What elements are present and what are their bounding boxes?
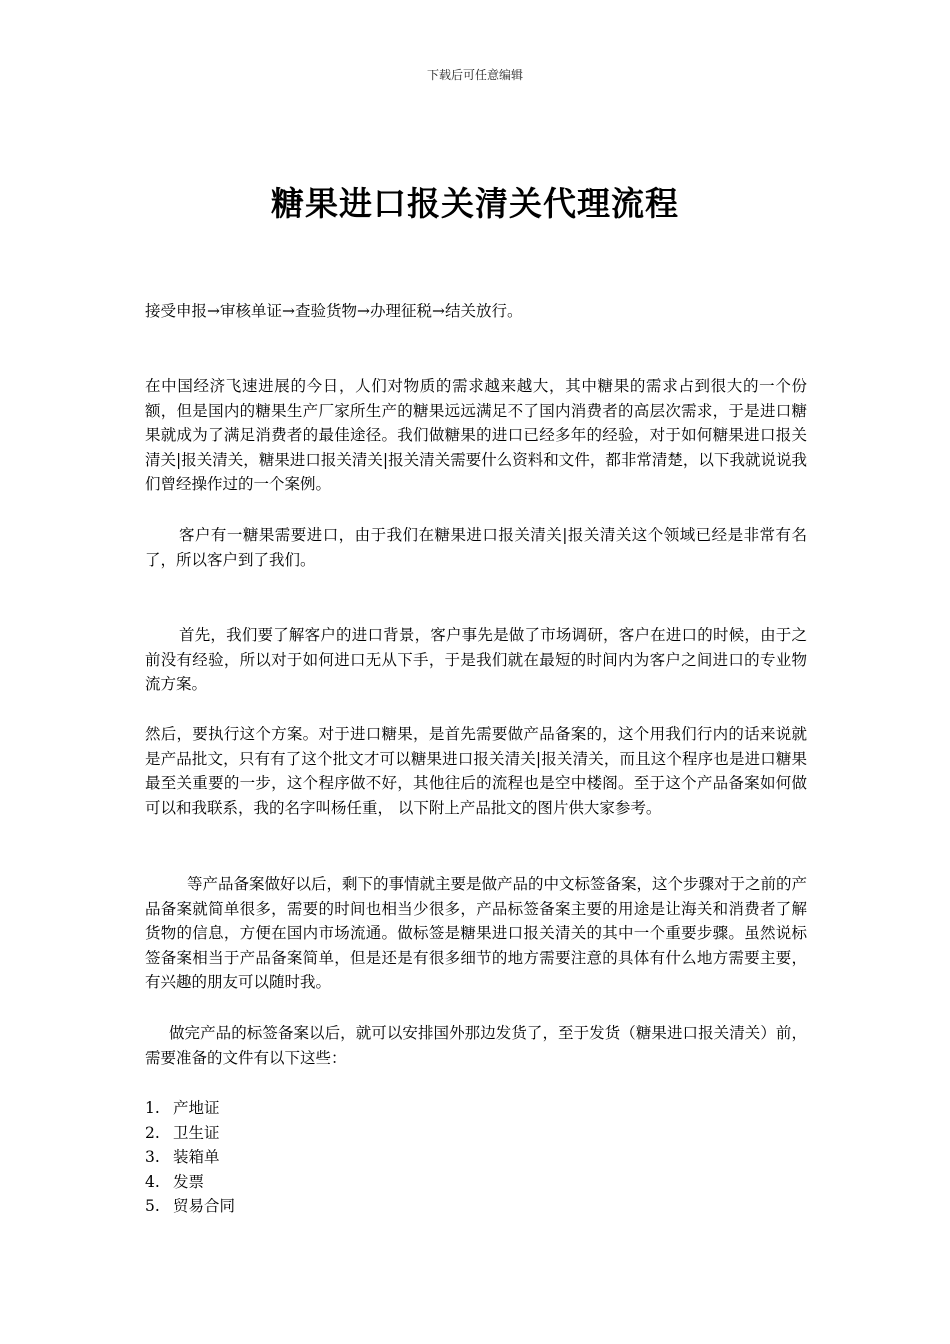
list-item bbox=[145, 1170, 545, 1195]
document-title: 糖果进口报关清关代理流程 bbox=[271, 184, 679, 223]
list-item bbox=[145, 1145, 545, 1170]
list-label: 装箱单 bbox=[173, 1148, 220, 1166]
paragraph-label-filing: 等产品备案做好以后，剩下的事情就主要是做产品的中文标签备案，这个步骤对于之前的产品备案就简单很多，需要的时间也相当少很多，产品标签备案主要的用途是让海关和消费者了解货物的信息，方便在国内市场流通。做标签是糖果进口报关清关的其中一个重要步骤。虽然说标签备案相当于产品备案简单，但是还是有很多细节的地方需要注意的具体有什么地方需要主要，有兴趣的朋友可以随时我。 bbox=[145, 875, 808, 991]
list-number: 1. bbox=[145, 1099, 160, 1117]
list-label: 贸易合同 bbox=[173, 1197, 236, 1215]
list-number: 5. bbox=[145, 1197, 160, 1215]
paragraph-client: 客户有一糖果需要进口，由于我们在糖果进口报关清关|报关清关这个领域已经是非常有名了，所以客户到了我们。 bbox=[145, 526, 807, 569]
paragraph-then: 然后，要执行这个方案。对于进口糖果，是首先需要做产品备案的，这个用我们行内的话来说就是产品批文，只有有了这个批文才可以糖果进口报关清关|报关清关，而且这个程序也是进口糖果最至关重要的一步，这个程序做不好，其他往后的流程也是空中楼阁。至于这个产品备案如何做可以和我联系，我的名字叫杨任重， 以下附上产品批文的图片供大家参考。 bbox=[145, 725, 807, 817]
paragraph-intro: 在中国经济飞速进展的今日，人们对物质的需求越来越大，其中糖果的需求占到很大的一个份额，但是国内的糖果生产厂家所生产的糖果远远满足不了国内消费者的高层次需求，于是进口糖果就成为了满足消费者的最佳途径。我们做糖果的进口已经多年的经验，对于如何糖果进口报关清关|报关清关，糖果进口报关清关|报关清关需要什么资料和文件，都非常清楚，以下我就说说我们曾经操作过的一个案例。 bbox=[145, 377, 807, 493]
page-header: 下载后可任意编辑 bbox=[426, 68, 523, 82]
list-label: 发票 bbox=[173, 1172, 205, 1191]
list-number: 4. bbox=[145, 1172, 160, 1191]
list-item bbox=[145, 1121, 545, 1146]
list-item bbox=[145, 1194, 545, 1219]
list-item bbox=[145, 1096, 545, 1121]
list-number: 3. bbox=[145, 1148, 160, 1166]
list-number: 2. bbox=[145, 1123, 160, 1142]
paragraph-shipping: 做完产品的标签备案以后，就可以安排国外那边发货了，至于发货（糖果进口报关清关）前，需要准备的文件有以下这些： bbox=[145, 1024, 807, 1067]
list-label: 产地证 bbox=[173, 1099, 220, 1117]
list-label: 卫生证 bbox=[173, 1123, 220, 1142]
process-flow: 接受申报→审核单证→查验货物→办理征税→结关放行。 bbox=[145, 302, 523, 320]
paragraph-first: 首先，我们要了解客户的进口背景，客户事先是做了市场调研，客户在进口的时候，由于之前没有经验，所以对于如何进口无从下手，于是我们就在最短的时间内为客户之间进口的专业物流方案。 bbox=[145, 626, 807, 693]
documents-list bbox=[145, 1096, 545, 1219]
